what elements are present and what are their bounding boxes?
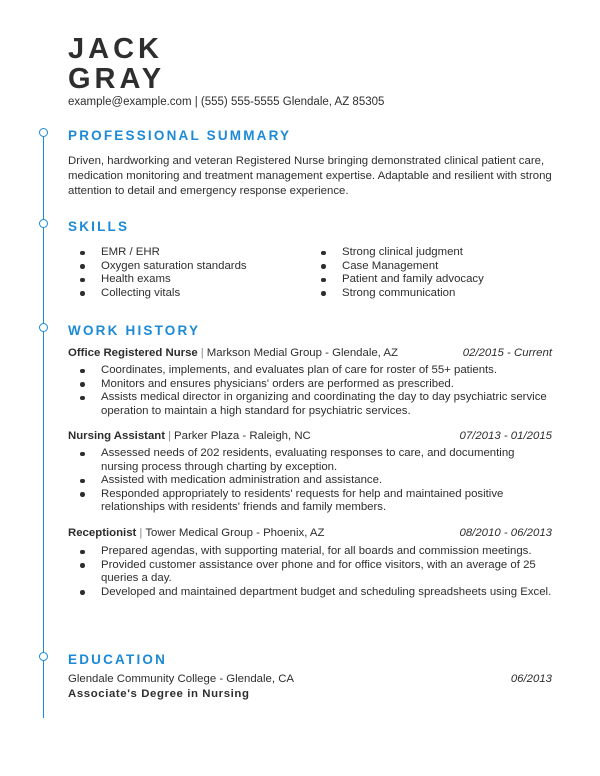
job-header: Receptionist | Tower Medical Group - Phoenix, AZ 08/2010 - 06/2013 bbox=[68, 527, 552, 539]
job-employer: Markson Medial Group - Glendale, AZ bbox=[206, 347, 398, 359]
contact-info: example@example.com | (555) 555-5555 Glendale, AZ 85305 bbox=[68, 96, 385, 108]
education-degree: Associate's Degree in Nursing bbox=[68, 688, 250, 700]
job-title: Nursing Assistant bbox=[68, 430, 166, 442]
job-dates: 08/2010 - 06/2013 bbox=[459, 527, 552, 539]
skill-item: Collecting vitals bbox=[68, 287, 298, 301]
job-bullet: Provided customer assistance over phone and for office visitors, with an average of 25 queries a day. bbox=[68, 559, 553, 586]
timeline-dot-work bbox=[39, 323, 48, 332]
job-bullet: Assisted with medication administration and assistance. bbox=[68, 474, 553, 488]
job-bullet: Assists medical director in organizing and coordinating the day to day psychiatric service operation to maintain a high standard for psychiatric services. bbox=[68, 391, 553, 418]
skill-item: Patient and family advocacy bbox=[309, 273, 539, 287]
skills-left-column bbox=[68, 246, 298, 300]
job-bullet: Assessed needs of 202 residents, evaluating responses to care, and documenting nursing process through charting by exception. bbox=[68, 447, 553, 474]
job-header: Nursing Assistant | Parker Plaza - Raleigh, NC 07/2013 - 01/2015 bbox=[68, 430, 552, 442]
skill-item: Health exams bbox=[68, 273, 298, 287]
skills-heading: SKILLS bbox=[68, 219, 130, 234]
job-bullet: Developed and maintained department budget and scheduling spreadsheets using Excel. bbox=[68, 586, 553, 600]
job-bullets bbox=[68, 545, 553, 599]
job-bullet: Monitors and ensures physicians' orders are performed as prescribed. bbox=[68, 378, 553, 392]
skill-item: EMR / EHR bbox=[68, 246, 298, 260]
job-title: Receptionist bbox=[68, 527, 137, 539]
education-dates: 06/2013 bbox=[510, 673, 552, 685]
job-dates: 07/2013 - 01/2015 bbox=[459, 430, 552, 442]
job-bullet: Responded appropriately to residents' requests for help and maintained positive relationships with residents' friends and family members. bbox=[68, 488, 553, 515]
timeline-line bbox=[43, 136, 44, 670]
skill-item: Strong communication bbox=[309, 287, 539, 301]
job-bullets bbox=[68, 447, 553, 515]
job-bullet: Prepared agendas, with supporting material, for all boards and commission meetings. bbox=[68, 545, 553, 559]
skill-item: Case Management bbox=[309, 260, 539, 274]
first-name: JACK bbox=[68, 33, 163, 65]
skill-item: Oxygen saturation standards bbox=[68, 260, 298, 274]
school-name: Glendale Community College - Glendale, CA bbox=[68, 673, 295, 685]
education-heading: EDUCATION bbox=[68, 652, 168, 667]
summary-text: Driven, hardworking and veteran Registered Nurse bringing demonstrated clinical patient care, medication monitoring and treatment management expertise. Adaptable and resilient with strong attention to detail and emergency response experience. bbox=[68, 155, 552, 197]
skills-right-column bbox=[309, 246, 539, 300]
last-name: GRAY bbox=[68, 63, 166, 95]
job-dates: 02/2015 - Current bbox=[462, 347, 552, 359]
job-bullets bbox=[68, 364, 553, 418]
job-employer: Tower Medical Group - Phoenix, AZ bbox=[145, 527, 325, 539]
job-title: Office Registered Nurse bbox=[68, 347, 198, 359]
name-block bbox=[68, 34, 165, 94]
summary-heading: PROFESSIONAL SUMMARY bbox=[68, 128, 292, 143]
skill-item: Strong clinical judgment bbox=[309, 246, 539, 260]
timeline-dot-skills bbox=[39, 219, 48, 228]
timeline-dot-education bbox=[39, 652, 48, 661]
job-employer: Parker Plaza - Raleigh, NC bbox=[174, 430, 311, 442]
job-bullet: Coordinates, implements, and evaluates plan of care for roster of 55+ patients. bbox=[68, 364, 553, 378]
job-header: Office Registered Nurse | Markson Medial Group - Glendale, AZ 02/2015 - Current bbox=[68, 347, 552, 359]
timeline-line-end bbox=[43, 658, 44, 718]
education-school bbox=[68, 673, 552, 685]
work-history-heading: WORK HISTORY bbox=[68, 323, 201, 338]
timeline-dot-summary bbox=[39, 128, 48, 137]
